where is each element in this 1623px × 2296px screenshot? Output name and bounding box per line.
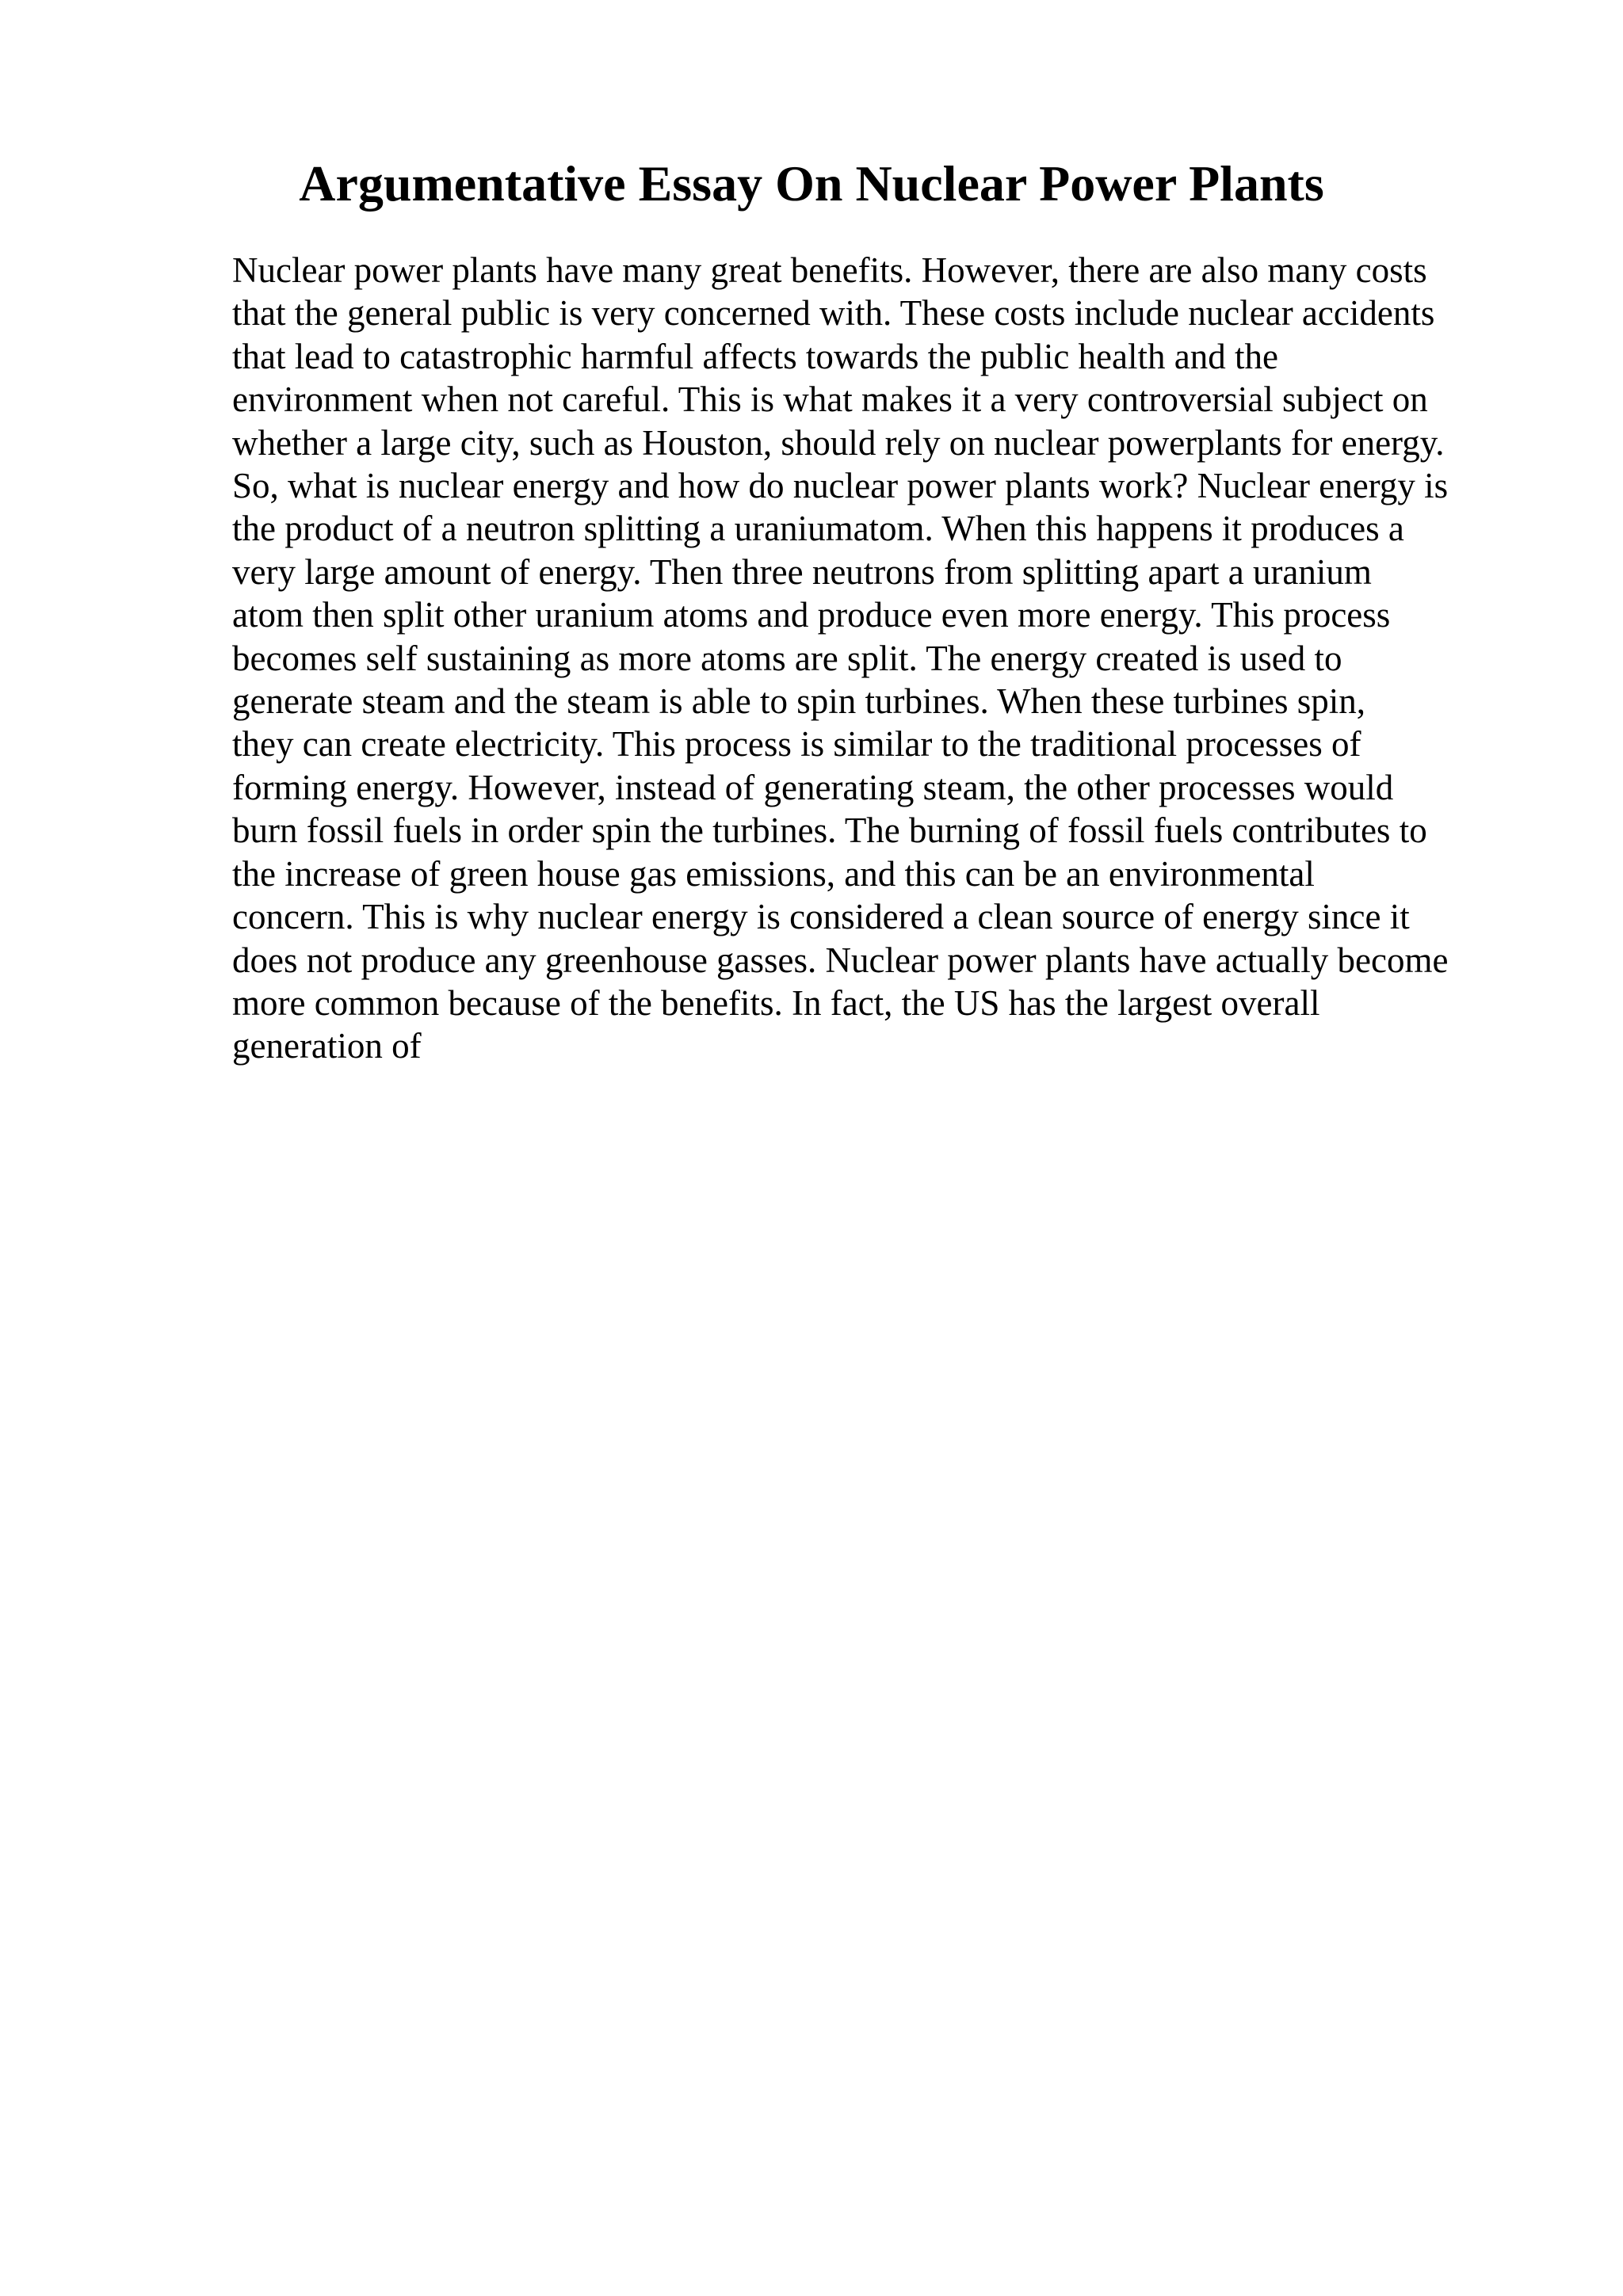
text-line: very large amount of energy. Then three neutrons from splitting apart a uranium xyxy=(232,551,1372,592)
text-line: the increase of green house gas emissions, and this can be an environmental xyxy=(232,853,1315,894)
text-line: the product of a neutron splitting a uraniumatom. When this happens it produces a xyxy=(232,509,1404,549)
text-line: Nuclear power plants have many great benefits. However, there are also many costs xyxy=(232,250,1427,290)
text-line: does not produce any greenhouse gasses. Nuclear power plants have actually become xyxy=(232,940,1449,980)
text-line: they can create electricity. This process is similar to the traditional processes of xyxy=(232,724,1361,765)
text-line: So, what is nuclear energy and how do nuclear power plants work? Nuclear energy is xyxy=(232,466,1449,506)
text-line: more common because of the benefits. In fact, the US has the largest overall xyxy=(232,982,1320,1023)
text-line: atom then split other uranium atoms and produce even more energy. This process xyxy=(232,595,1391,635)
text-line: generation of xyxy=(232,1026,422,1066)
essay-paragraph xyxy=(232,249,1516,1068)
text-line: generate steam and the steam is able to spin turbines. When these turbines spin, xyxy=(232,681,1366,722)
text-line: environment when not careful. This is what makes it a very controversial subject on xyxy=(232,379,1428,420)
document-title: Argumentative Essay On Nuclear Power Plants xyxy=(299,155,1324,212)
text-line: that the general public is very concerned with. These costs include nuclear accidents xyxy=(232,293,1435,334)
text-line: becomes self sustaining as more atoms are split. The energy created is used to xyxy=(232,638,1342,678)
text-line: burn fossil fuels in order spin the turbines. The burning of fossil fuels contributes to xyxy=(232,810,1427,851)
text-line: whether a large city, such as Houston, should rely on nuclear powerplants for energy. xyxy=(232,422,1445,463)
text-line: forming energy. However, instead of generating steam, the other processes would xyxy=(232,767,1394,807)
text-line: concern. This is why nuclear energy is considered a clean source of energy since it xyxy=(232,897,1410,937)
text-line: that lead to catastrophic harmful affects towards the public health and the xyxy=(232,336,1278,376)
